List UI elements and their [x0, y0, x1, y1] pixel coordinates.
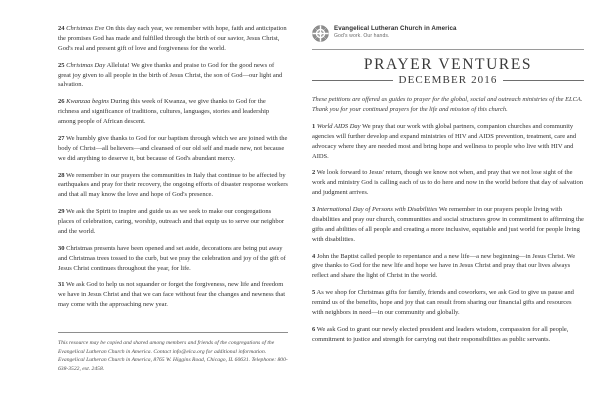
entry-number: 3	[312, 206, 316, 214]
entry-number: 30	[58, 244, 65, 252]
masthead-text	[334, 24, 457, 39]
entry-number: 4	[312, 252, 316, 260]
subtitle-rule-right	[503, 80, 584, 81]
prayer-entry	[58, 97, 288, 127]
prayer-entry	[58, 61, 288, 91]
entry-text: During this week of Kwanza, we give thanks to God for the richness and significance of traditions, cultures, languages, stories and leadership among people of African descent.	[58, 98, 270, 125]
page-title: PRAYER VENTURES	[363, 56, 533, 73]
prayer-entry	[312, 325, 584, 345]
entry-text: We humbly give thanks to God for our baptism through which we are joined with the body of Christ—all believers—and cleansed of our old self and made new, not because we did anything to deserve it, but because of God's abundant mercy.	[58, 134, 288, 162]
entry-text: We ask the Spirit to inspire and guide us as we seek to make our congregations places of celebration, caring, worship, outreach and that equip us to serve our neighbor and the world.	[58, 208, 284, 235]
footer-note	[58, 332, 288, 373]
entry-number: 1	[312, 122, 316, 130]
entry-lead: Christmas Day	[66, 61, 106, 69]
footer-text: This resource may be copied and shared among members and friends of the congregations of the Evangelical Lutheran Church in America. Contact info@elca.org for additional information. Evangelical Lutheran Church in America, 8765 W. Higgins Road, Chicago, IL 60631. Telephone: 800-638-3522, ext. 2458.	[58, 340, 288, 372]
entry-number: 28	[58, 171, 65, 179]
entry-number: 25	[58, 61, 65, 69]
entry-number: 24	[58, 25, 65, 32]
entry-number: 26	[58, 98, 65, 106]
prayer-entry	[312, 122, 584, 162]
prayer-entry	[58, 24, 288, 54]
entry-number: 27	[58, 134, 65, 142]
prayer-entry	[58, 244, 288, 274]
entry-text: John the Baptist called people to repentance and a new life—a new beginning—in Jesus Christ. We give thanks to God for the new life and hope we have in Jesus Christ and pray that our lives always reflect and share the light of Christ in the world.	[312, 252, 576, 280]
masthead	[312, 24, 584, 42]
prayer-entry	[312, 288, 584, 318]
prayer-entry	[58, 134, 288, 164]
prayer-entry	[312, 205, 584, 245]
footer-divider	[58, 332, 288, 333]
subtitle-rule-left	[312, 80, 393, 81]
organization-tagline: God's work. Our hands.	[334, 32, 390, 39]
prayer-entry	[312, 252, 584, 282]
organization-name: Evangelical Lutheran Church in America	[334, 25, 457, 32]
entry-text: We look forward to Jesus' return, though we know not when, and pray that we not lose sight of the work and ministry God is calling each of us to do here and now in the world before that day of salvation and judgment arrives.	[312, 169, 583, 197]
entry-number: 31	[58, 281, 65, 289]
prayer-entry	[312, 168, 584, 198]
intro-paragraph: These petitions are offered as guides to prayer for the global, social and outreach ministries of the ELCA. Thank you for your continued prayers for the life and mission of this church.	[312, 96, 583, 113]
elca-celtic-cross-globe-icon	[312, 25, 329, 42]
entry-lead: International Day of Persons with Disabilities	[316, 206, 438, 214]
entry-text: We ask God to help us not squander or forget the forgiveness, new life and freedom we have in Jesus Christ and that we can face without fear the changes and newness that may come with the approaching new year.	[58, 281, 286, 309]
page-subtitle: DECEMBER 2016	[398, 74, 498, 87]
entry-number: 5	[312, 289, 316, 297]
subtitle-row	[312, 74, 584, 86]
prayer-entry	[58, 207, 288, 237]
entry-lead: World AIDS Day	[316, 122, 361, 130]
entry-number: 6	[312, 325, 316, 333]
entry-number: 29	[58, 208, 65, 216]
entry-lead: Kwanzaa begins	[66, 98, 109, 106]
entry-text: Christmas presents have been opened and set aside, decorations are being put away and Christmas trees tossed to the curb, but we pray the celebration and joy of the gift of Jesus Christ continues throughout the year, for life.	[58, 244, 286, 272]
entry-lead: Christmas Eve	[66, 25, 105, 32]
entry-text: Alleluia! We give thanks and praise to God for the good news of great joy given to all people in the birth of Jesus Christ, the son of God—our light and salvation.	[58, 61, 283, 89]
entry-text: We remember in our prayers people living with disabilities and pray our church, communities and social structures grow in commitment to affirming the gifts and abilities of all people and creating a more inclusive, equitable and just world for people living with disabilities.	[312, 206, 584, 243]
prayer-entry	[58, 280, 288, 310]
entry-text: We pray that our work with global partners, companion churches and community agencies will further develop and expand ministries of HIV and AIDS prevention, treatment, care and advocacy where they are needed most and bring hope and wellness to people who live with HIV and AIDS.	[312, 122, 577, 160]
entry-text: As we shop for Christmas gifts for family, friends and coworkers, we ask God to give us pause and remind us of the benefits, hope and joy that can result from sharing our financial gifts and resources with neighbors in need—in our community and globally.	[312, 289, 574, 316]
entry-text: We remember in our prayers the communities in Italy that continue to be affected by earthquakes and pray for their recovery, the ongoing efforts of disaster response workers and that all may know the love and hope of God's presence.	[58, 171, 288, 199]
entry-number: 2	[312, 169, 316, 177]
prayer-entry	[58, 171, 288, 201]
entry-text: We ask God to grant our newly elected president and leaders wisdom, compassion for all people, commitment to justice and strength for carrying out their responsibilities as public servants.	[312, 325, 569, 343]
right-column	[312, 24, 584, 345]
entry-text: On this day each year, we remember with hope, faith and anticipation the promises God has made and fulfilled through the birth of our savior, Jesus Christ, God's real and present gift of love and forgiveness for the world.	[58, 25, 287, 52]
title-top-divider	[312, 49, 584, 50]
left-column	[58, 24, 288, 310]
